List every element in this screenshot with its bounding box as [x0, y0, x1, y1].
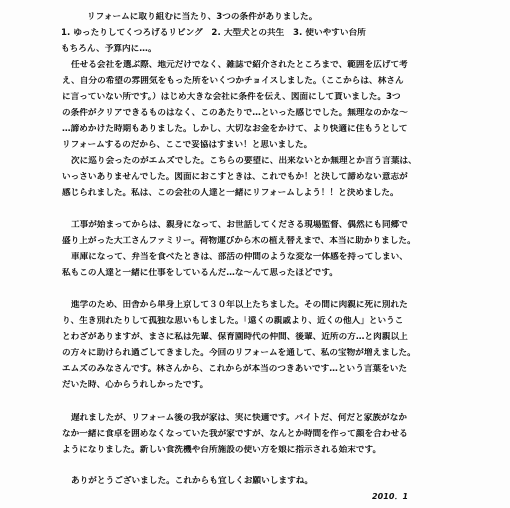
- intro-line: 1. ゆったりしてくつろげるリビング 2. 大型犬との共生 3. 使いやすい台所: [61, 28, 366, 38]
- paragraph-4-line: なか一緒に食卓を囲めなくなっていた我が家ですが、なんとか時間を作って顔を合わせる: [62, 429, 408, 439]
- paragraph-2-line: 盛り上がった大工さんファミリー。荷物運びから木の植え替えまで、本当に助かりました。: [62, 236, 416, 246]
- paragraph-1-line: え、自分の希望の雰囲気をもった所をいくつかチョイスしました。（ここからは、林さん: [62, 76, 404, 86]
- date-stamp: 2010．1: [372, 492, 409, 501]
- paragraph-3-line: とわざがありますが、まさに私は先輩、保育園時代の仲間、後輩、近所の方…と肉親以上: [62, 332, 408, 342]
- paragraph-2-line: 私もこの人達と一緒に仕事をしているんだ…な～んて思ったほどです。: [62, 268, 338, 278]
- paragraph-1-line: の条件がクリアできるものはなく、このあたりで…といった感じでした。無理なのかな～: [62, 108, 408, 118]
- intro-line: リフォームに取り組むに当たり、3つの条件がありました。: [87, 12, 318, 22]
- paragraph-3-line: の方々に助けられ過ごしてきました。今回のリフォームを通して、私の宝物が増えました。: [62, 348, 416, 358]
- paragraph-3-line: 進学のため、田舎から単身上京して３０年以上たちました。その間に肉親に死に別れた: [71, 300, 408, 310]
- paragraph-3-line: だいた時、心からうれしかったです。: [62, 380, 209, 390]
- paragraph-4-line: ようになりました。新しい食洗機や台所施設の使い方を娘に指示される始末です。: [62, 445, 382, 455]
- paragraph-1-line: いっさいありませんでした。図面におこすときは、これでもか！と決して諦めない意志が: [62, 172, 408, 182]
- paragraph-1-line: 感じられました。私は、この会社の人達と一緒にリフォームしよう！！と決めました。: [62, 188, 399, 198]
- paragraph-2-line: 工事が始まってからは、親身になって、お世話してくださる現場監督、偶然にも同郷で: [71, 220, 408, 230]
- paragraph-1-line: …諦めかけた時期もありました。しかし、大切なお金をかけて、より快適に住もうとして: [62, 124, 408, 134]
- paragraph-1-line: リフォームするのだから、ここで妥協はすまい！と思いました。: [62, 140, 313, 150]
- closing-line: ありがとうございました。これからも宜しくお願いしますね。: [71, 476, 314, 486]
- paragraph-1-line: に言っていない所です。）はじめ大きな会社に条件を伝え、図面にして貰いました。3つ: [62, 92, 401, 102]
- intro-line: もちろん、予算内に…。: [61, 44, 157, 54]
- paragraph-4-line: 遅れましたが、リフォーム後の我が家は、実に快適です。バイトだ、何だと家族がなか: [71, 413, 407, 423]
- paragraph-1-line: 次に巡り会ったのがエムズでした。こちらの要望に、出来ないとか無理とか言う言葉は、: [71, 156, 417, 166]
- paragraph-2-line: 車庫になって、弁当を食べたときは、部活の仲間のような変な一体感を持ってしまい、: [71, 252, 408, 262]
- paragraph-3-line: り、生き別れたりして孤独な思いもしました。「遠くの親戚より、近くの他人」というこ: [62, 316, 404, 326]
- paragraph-3-line: エムズのみなさんです。林さんから、これからが本当のつきあいです…という言葉をいた: [62, 364, 408, 374]
- paragraph-1-line: 任せる会社を選ぶ際、地元だけでなく、雑誌で紹介されたところまで、範囲を広げて考: [71, 60, 408, 70]
